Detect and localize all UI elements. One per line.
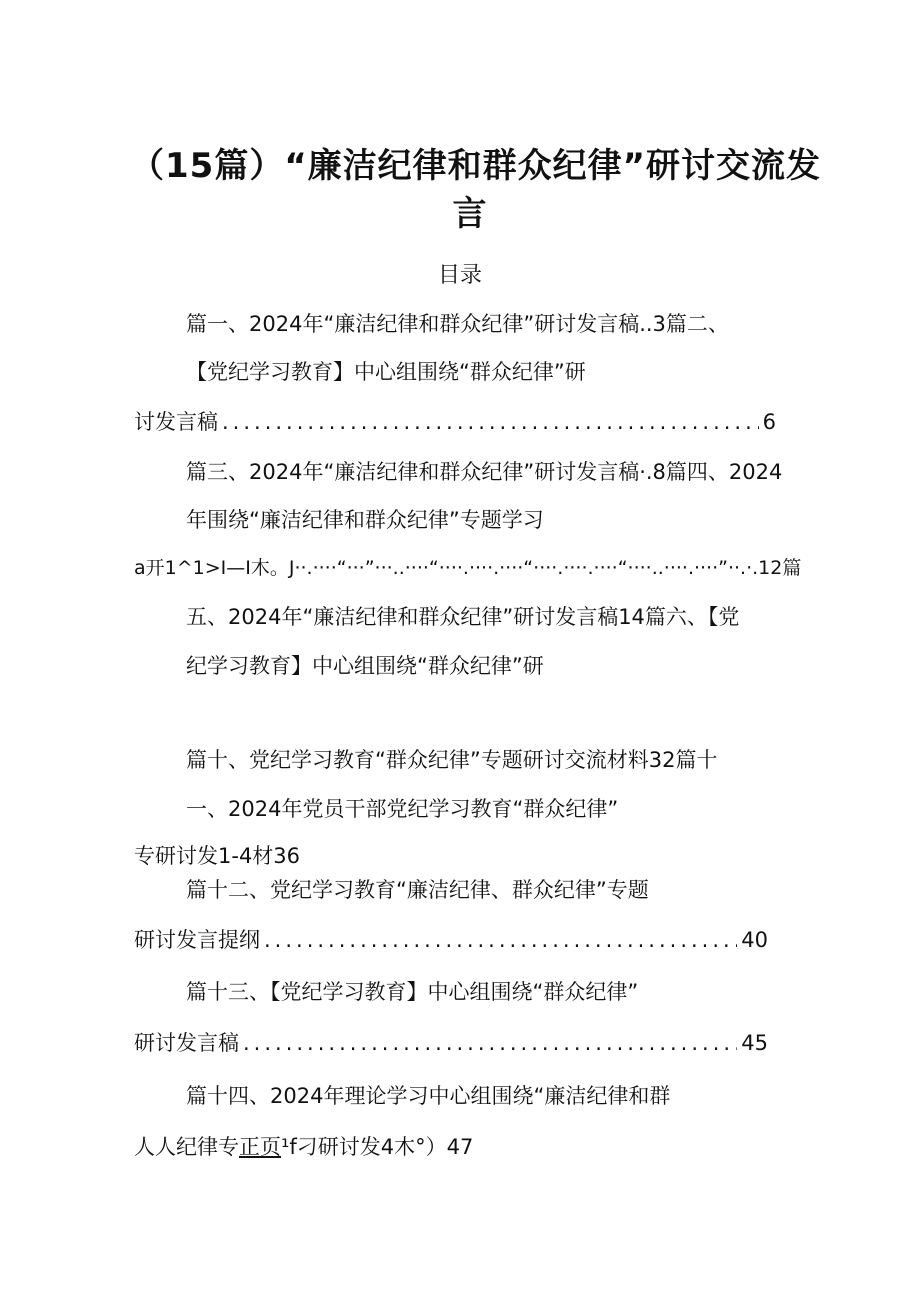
toc-entry-page: 6 xyxy=(762,410,776,434)
dot-leader xyxy=(243,1029,737,1057)
toc-entry-title: 研讨发言稿 xyxy=(134,1031,239,1055)
toc-line-last-underlined: 正页 xyxy=(239,1135,281,1159)
dot-leader xyxy=(222,408,759,436)
toc-line-garbled: a开1^1>I—I木。J··.····“···”···..····“····.····.····“····.····.····“····..····.····”··.·.12篇 xyxy=(134,557,802,579)
toc-line: 一、2024年党员干部党纪学习教育“群众纪律” xyxy=(186,797,619,821)
toc-line-last-prefix: 人人纪律专 xyxy=(134,1135,239,1159)
toc-line: 篇十二、党纪学习教育“廉洁纪律、群众纪律”专题 xyxy=(186,878,649,902)
toc-line: 【党纪学习教育】中心组围绕“群众纪律”研 xyxy=(186,360,586,384)
toc-entry-page: 40 xyxy=(741,928,768,952)
toc-line: 纪学习教育】中心组围绕“群众纪律”研 xyxy=(186,654,544,678)
toc-line: 五、2024年“廉洁纪律和群众纪律”研讨发言稿14篇六、【党 xyxy=(186,605,740,629)
toc-heading: 目录 xyxy=(437,263,482,288)
toc-entry-title: 讨发言稿 xyxy=(134,410,218,434)
toc-line: 篇十、党纪学习教育“群众纪律”专题研讨交流材料32篇十 xyxy=(186,748,718,772)
toc-line: 篇十三、【党纪学习教育】中心组围绕“群众纪律” xyxy=(186,980,639,1004)
toc-entry-page: 45 xyxy=(741,1031,768,1055)
toc-entry-with-leader xyxy=(134,926,768,954)
toc-line: 篇十四、2024年理论学习中心组围绕“廉洁纪律和群 xyxy=(186,1084,671,1108)
document-title-line-1: （15篇）“廉洁纪律和群众纪律”研讨交流发 xyxy=(130,146,822,186)
toc-line: 篇一、2024年“廉洁纪律和群众纪律”研讨发言稿..3篇二、 xyxy=(186,312,729,336)
toc-line: 篇三、2024年“廉洁纪律和群众纪律”研讨发言稿·.8篇四、2024 xyxy=(186,460,783,484)
toc-line-last-suffix: ¹f刁研讨发4木°）47 xyxy=(281,1135,474,1159)
toc-line: 年围绕“廉洁纪律和群众纪律”专题学习 xyxy=(186,508,544,532)
dot-leader xyxy=(264,926,737,954)
toc-entry-with-leader xyxy=(134,408,776,436)
toc-entry-title: 研讨发言提纲 xyxy=(134,928,260,952)
toc-line-last xyxy=(134,1133,473,1161)
toc-entry-with-leader xyxy=(134,1029,768,1057)
document-title-line-2: 言 xyxy=(452,194,488,234)
toc-line: 专研讨发1-4材36 xyxy=(134,844,301,868)
